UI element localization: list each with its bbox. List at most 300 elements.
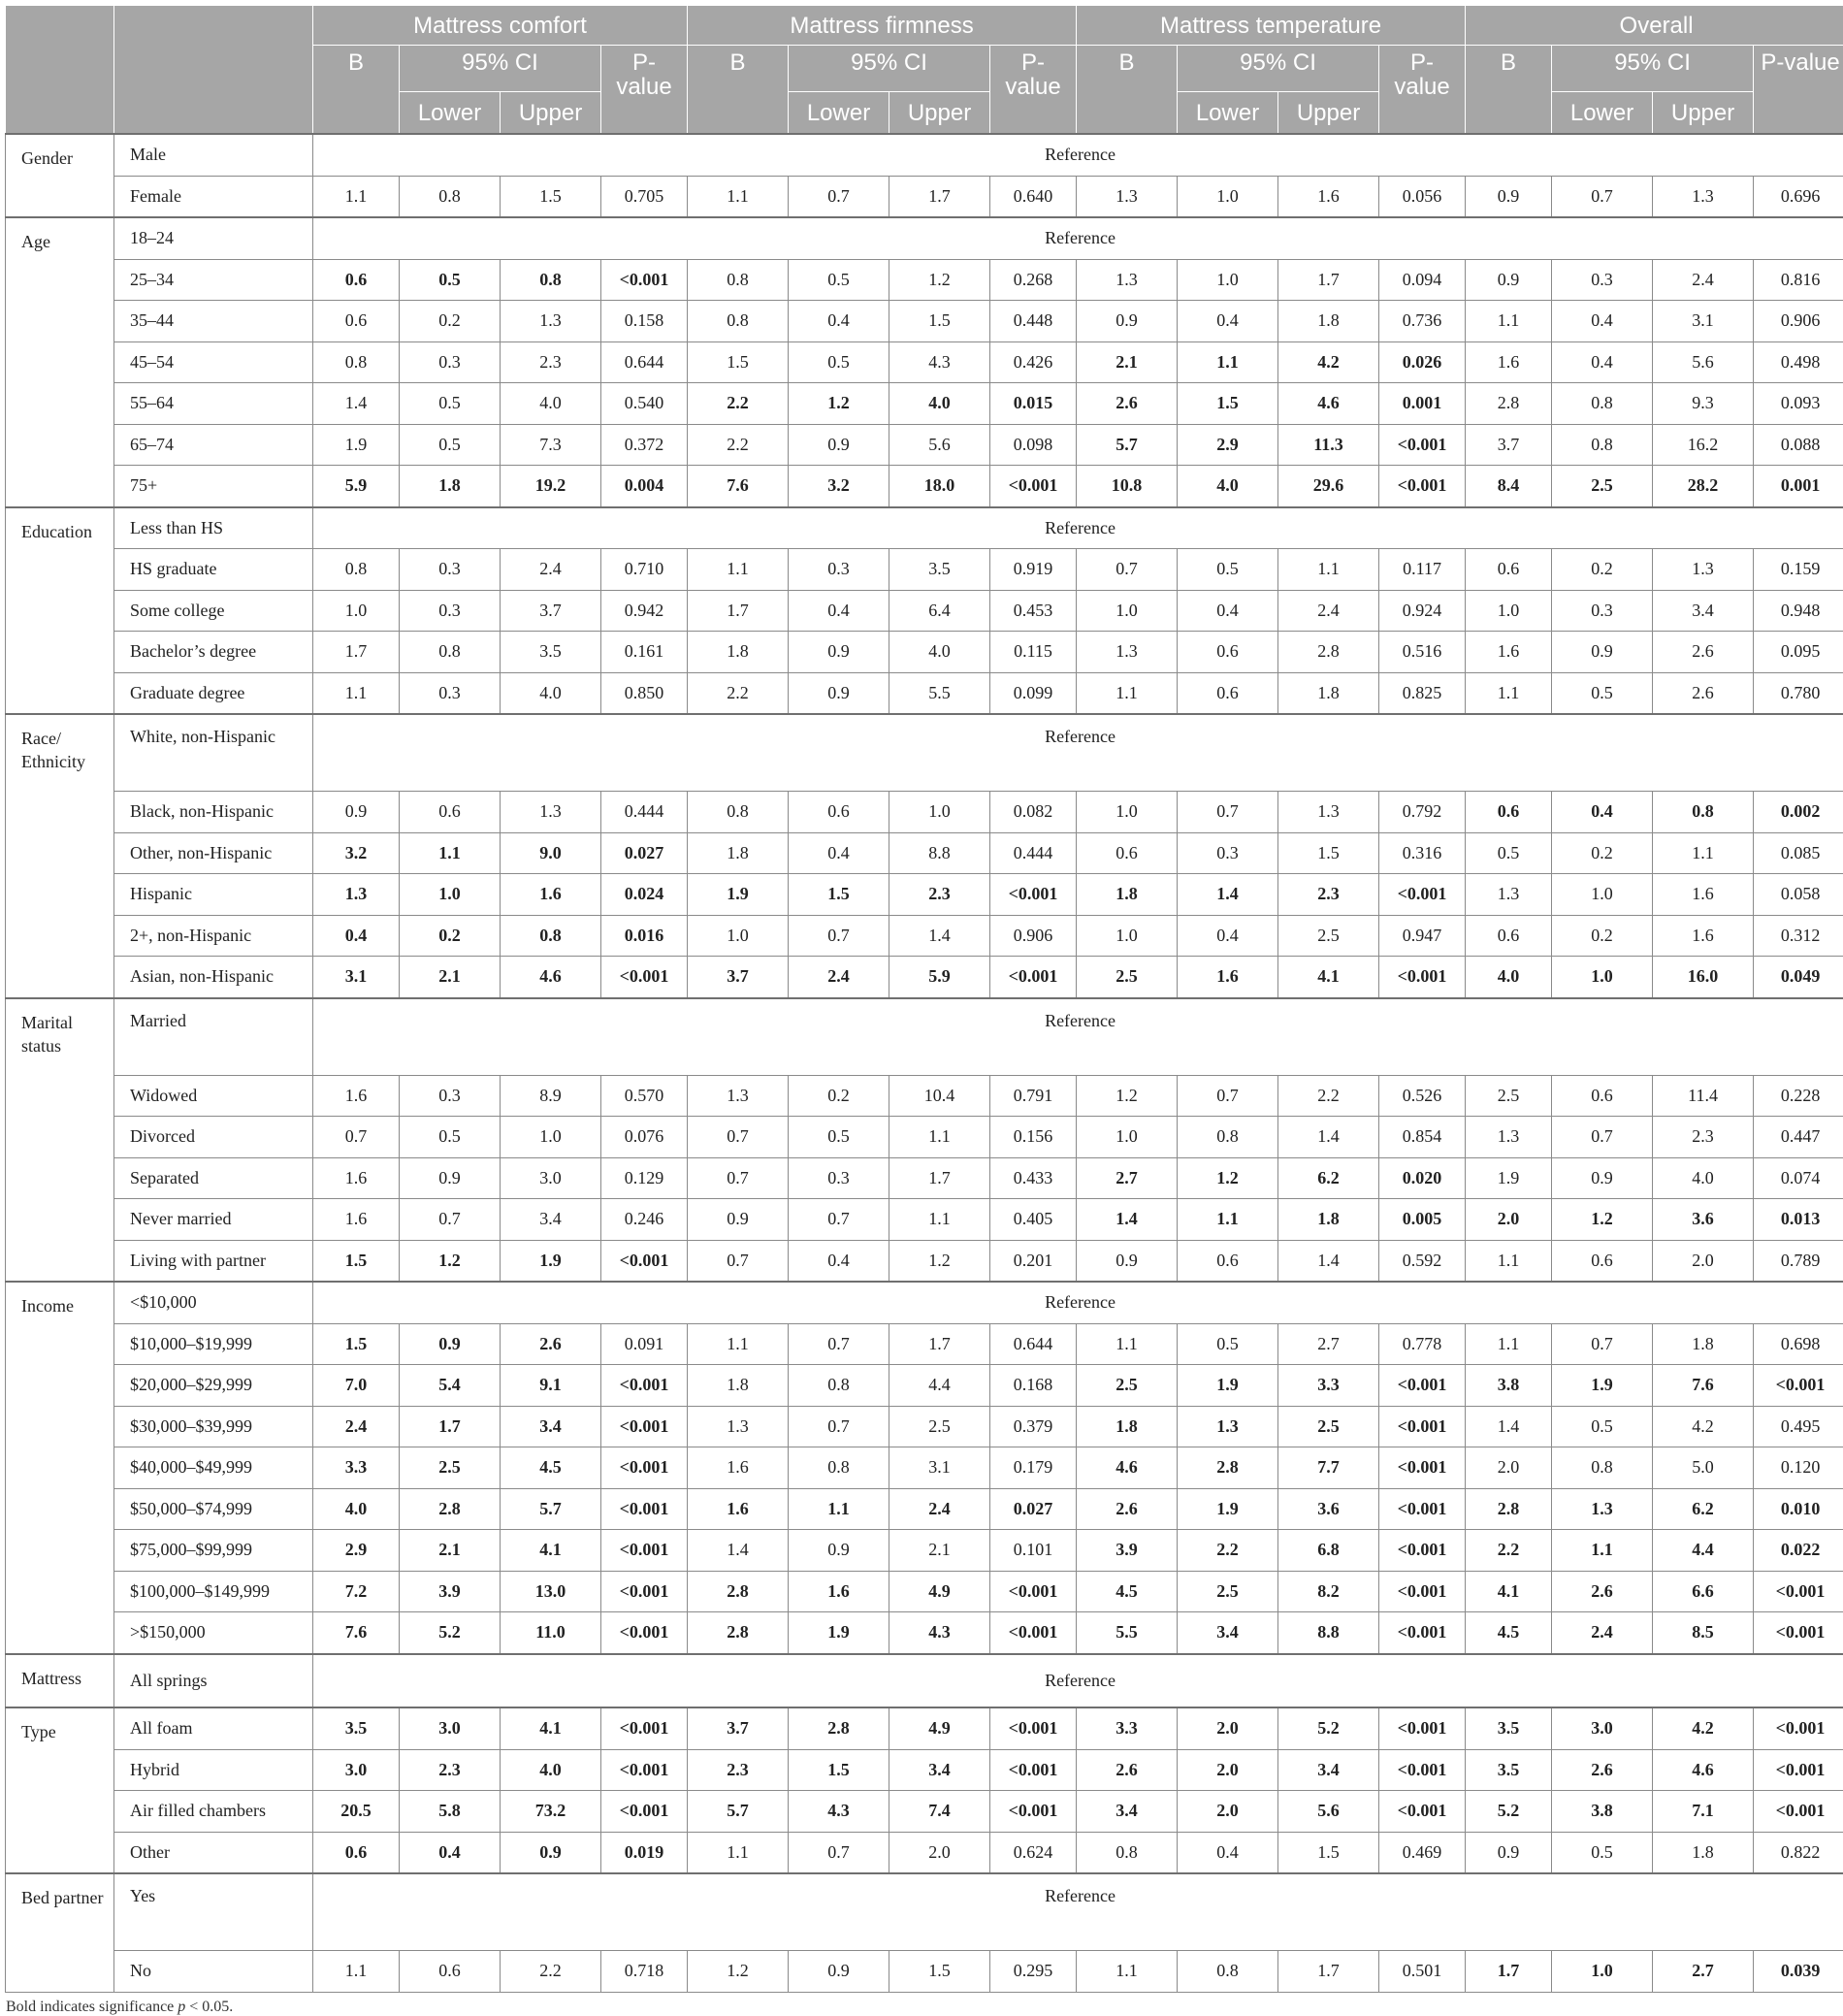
table-cell: 0.9 <box>1077 1240 1178 1282</box>
table-row <box>6 1530 1843 1572</box>
table-cell: 4.1 <box>501 1530 601 1572</box>
table-cell: 3.8 <box>1552 1791 1653 1833</box>
table-cell: 0.3 <box>400 341 501 383</box>
row-level-label: All foam <box>114 1707 313 1749</box>
table-cell: 2.9 <box>1178 424 1278 466</box>
header-group-temperature: Mattress temperature <box>1077 6 1466 46</box>
table-cell: 1.9 <box>789 1612 889 1654</box>
table-cell: 0.448 <box>990 301 1077 342</box>
table-cell: 1.1 <box>1077 672 1178 714</box>
table-cell: 0.9 <box>501 1832 601 1873</box>
table-cell: 1.7 <box>1278 1951 1379 1993</box>
row-level-label: Other <box>114 1832 313 1873</box>
row-level-label: Female <box>114 176 313 217</box>
table-cell: 1.9 <box>1552 1365 1653 1407</box>
table-cell: 4.5 <box>1077 1571 1178 1612</box>
table-cell: 13.0 <box>501 1571 601 1612</box>
table-cell: 7.2 <box>313 1571 400 1612</box>
table-cell: 1.6 <box>501 874 601 916</box>
table-cell: 0.8 <box>313 549 400 591</box>
table-cell: 0.501 <box>1379 1951 1466 1993</box>
table-cell: 3.2 <box>313 832 400 874</box>
table-cell: 2.6 <box>1552 1749 1653 1791</box>
table-cell: 0.099 <box>990 672 1077 714</box>
table-cell: <0.001 <box>601 259 688 301</box>
table-cell: 6.6 <box>1653 1571 1754 1612</box>
table-cell: 11.0 <box>501 1612 601 1654</box>
table-cell: <0.001 <box>601 1447 688 1489</box>
table-cell: 2.4 <box>889 1488 990 1530</box>
table-cell: 1.1 <box>1466 672 1552 714</box>
table-cell: 0.8 <box>688 259 789 301</box>
table-cell: 0.9 <box>789 1530 889 1572</box>
row-group-label: Age <box>6 217 114 507</box>
table-row <box>6 383 1843 425</box>
table-cell: 0.316 <box>1379 832 1466 874</box>
row-level-label: Male <box>114 134 313 176</box>
table-cell: 2.4 <box>789 957 889 998</box>
table-row <box>6 1323 1843 1365</box>
table-cell: 4.0 <box>501 672 601 714</box>
table-row <box>6 1951 1843 1993</box>
table-cell: 8.4 <box>1466 466 1552 507</box>
table-row <box>6 217 1843 259</box>
table-cell: 1.8 <box>1278 301 1379 342</box>
table-cell: 0.158 <box>601 301 688 342</box>
row-level-label: $50,000–$74,999 <box>114 1488 313 1530</box>
table-cell: 1.0 <box>501 1117 601 1158</box>
table-cell: <0.001 <box>990 957 1077 998</box>
table-cell: 0.822 <box>1754 1832 1843 1873</box>
table-cell: 0.3 <box>1552 259 1653 301</box>
table-cell: 3.9 <box>1077 1530 1178 1572</box>
table-cell: 3.0 <box>1552 1707 1653 1749</box>
table-cell: 4.0 <box>1653 1157 1754 1199</box>
table-cell: 4.0 <box>501 1749 601 1791</box>
table-cell: 0.3 <box>400 590 501 632</box>
table-cell: <0.001 <box>1754 1791 1843 1833</box>
table-cell: 1.3 <box>501 301 601 342</box>
header-group-overall: Overall <box>1466 6 1843 46</box>
table-cell: 1.7 <box>313 632 400 673</box>
row-level-label: Graduate degree <box>114 672 313 714</box>
table-cell: 1.5 <box>889 1951 990 1993</box>
table-cell: 1.5 <box>1178 383 1278 425</box>
table-cell: <0.001 <box>1379 874 1466 916</box>
table-cell: <0.001 <box>1379 1406 1466 1447</box>
row-level-label: 75+ <box>114 466 313 507</box>
table-cell: 0.624 <box>990 1832 1077 1873</box>
table-cell: 1.4 <box>1278 1240 1379 1282</box>
table-cell: 0.082 <box>990 792 1077 833</box>
table-cell: 3.4 <box>1653 590 1754 632</box>
table-cell: 0.268 <box>990 259 1077 301</box>
table-cell: 0.013 <box>1754 1199 1843 1241</box>
table-cell: <0.001 <box>1379 424 1466 466</box>
table-cell: 0.161 <box>601 632 688 673</box>
table-cell: 2.6 <box>1077 1488 1178 1530</box>
table-cell: <0.001 <box>1754 1707 1843 1749</box>
table-cell: 4.5 <box>501 1447 601 1489</box>
table-cell: <0.001 <box>990 466 1077 507</box>
table-cell: 2.8 <box>688 1612 789 1654</box>
row-level-label: $30,000–$39,999 <box>114 1406 313 1447</box>
row-level-label: 65–74 <box>114 424 313 466</box>
table-cell: 0.228 <box>1754 1075 1843 1117</box>
table-cell: 0.850 <box>601 672 688 714</box>
table-cell: <0.001 <box>1754 1571 1843 1612</box>
table-cell: 0.6 <box>313 301 400 342</box>
table-cell: 0.6 <box>400 1951 501 1993</box>
table-cell: 18.0 <box>889 466 990 507</box>
reference-cell: Reference <box>313 507 1843 549</box>
row-level-label: Separated <box>114 1157 313 1199</box>
table-cell: 0.020 <box>1379 1157 1466 1199</box>
table-cell: <0.001 <box>1379 1571 1466 1612</box>
table-cell: 0.9 <box>789 424 889 466</box>
table-cell: 1.1 <box>889 1199 990 1241</box>
table-cell: 5.5 <box>1077 1612 1178 1654</box>
table-cell: <0.001 <box>990 1707 1077 1749</box>
header-ci: 95% CI <box>1178 46 1379 92</box>
table-cell: 1.7 <box>889 1157 990 1199</box>
table-cell: 0.3 <box>1552 590 1653 632</box>
table-cell: 0.201 <box>990 1240 1077 1282</box>
table-cell: 0.6 <box>1552 1240 1653 1282</box>
table-cell: 4.4 <box>889 1365 990 1407</box>
table-cell: 0.3 <box>789 549 889 591</box>
table-cell: 0.4 <box>1552 792 1653 833</box>
row-level-label: Some college <box>114 590 313 632</box>
table-cell: 3.7 <box>1466 424 1552 466</box>
table-cell: 0.7 <box>789 915 889 957</box>
table-cell: 0.9 <box>400 1157 501 1199</box>
table-cell: 6.8 <box>1278 1530 1379 1572</box>
table-cell: 1.8 <box>1278 1199 1379 1241</box>
row-level-label: Bachelor’s degree <box>114 632 313 673</box>
table-cell: 1.4 <box>313 383 400 425</box>
table-cell: 0.3 <box>789 1157 889 1199</box>
table-cell: 1.3 <box>1077 259 1178 301</box>
table-cell: 1.5 <box>1278 832 1379 874</box>
row-level-label: 2+, non-Hispanic <box>114 915 313 957</box>
table-cell: 0.7 <box>1178 1075 1278 1117</box>
table-cell: 2.4 <box>313 1406 400 1447</box>
table-cell: 1.6 <box>313 1157 400 1199</box>
table-cell: 0.4 <box>313 915 400 957</box>
table-cell: 1.2 <box>688 1951 789 1993</box>
table-row <box>6 466 1843 507</box>
table-cell: 0.015 <box>990 383 1077 425</box>
table-cell: 4.2 <box>1278 341 1379 383</box>
table-cell: 5.2 <box>400 1612 501 1654</box>
header-b: B <box>688 46 789 135</box>
table-cell: 0.6 <box>1178 672 1278 714</box>
table-cell: 0.095 <box>1754 632 1843 673</box>
table-cell: 0.444 <box>601 792 688 833</box>
table-cell: 2.2 <box>688 383 789 425</box>
table-cell: 2.0 <box>1178 1791 1278 1833</box>
table-cell: 0.2 <box>789 1075 889 1117</box>
table-cell: 2.6 <box>1653 632 1754 673</box>
table-row <box>6 1571 1843 1612</box>
table-cell: 0.039 <box>1754 1951 1843 1993</box>
table-cell: 1.3 <box>1552 1488 1653 1530</box>
table-cell: 1.4 <box>1178 874 1278 916</box>
table-cell: 0.4 <box>1552 341 1653 383</box>
table-cell: 0.8 <box>789 1447 889 1489</box>
table-cell: 0.179 <box>990 1447 1077 1489</box>
table-cell: 0.644 <box>601 341 688 383</box>
table-cell: 1.8 <box>688 632 789 673</box>
table-cell: 0.526 <box>1379 1075 1466 1117</box>
header-blank-group <box>6 6 114 135</box>
table-cell: 1.0 <box>889 792 990 833</box>
table-cell: 0.9 <box>789 672 889 714</box>
table-cell: 1.5 <box>313 1240 400 1282</box>
table-cell: 0.115 <box>990 632 1077 673</box>
row-level-label: 35–44 <box>114 301 313 342</box>
table-cell: 2.0 <box>1653 1240 1754 1282</box>
row-group-label: Type <box>6 1707 114 1873</box>
table-cell: 2.1 <box>1077 341 1178 383</box>
table-cell: 0.002 <box>1754 792 1843 833</box>
table-cell: 0.312 <box>1754 915 1843 957</box>
table-cell: 0.7 <box>688 1157 789 1199</box>
table-cell: 1.1 <box>1466 301 1552 342</box>
regression-table <box>5 5 1843 1993</box>
row-group-label: Gender <box>6 134 114 217</box>
table-cell: 16.2 <box>1653 424 1754 466</box>
table-cell: 0.7 <box>1552 1323 1653 1365</box>
table-cell: 0.372 <box>601 424 688 466</box>
table-cell: 0.088 <box>1754 424 1843 466</box>
table-cell: 2.0 <box>1466 1447 1552 1489</box>
table-cell: 1.0 <box>313 590 400 632</box>
table-cell: 0.718 <box>601 1951 688 1993</box>
table-cell: 2.7 <box>1278 1323 1379 1365</box>
table-cell: 4.6 <box>1077 1447 1178 1489</box>
table-cell: 0.8 <box>400 632 501 673</box>
row-level-label: $10,000–$19,999 <box>114 1323 313 1365</box>
row-group-label: Mattress <box>6 1654 114 1708</box>
table-cell: 1.1 <box>789 1488 889 1530</box>
row-group-label: Marital status <box>6 998 114 1283</box>
table-cell: 0.8 <box>688 301 789 342</box>
table-cell: 1.2 <box>889 259 990 301</box>
table-cell: 1.3 <box>1077 176 1178 217</box>
table-cell: 5.7 <box>688 1791 789 1833</box>
table-cell: 0.8 <box>501 259 601 301</box>
table-cell: 1.2 <box>889 1240 990 1282</box>
table-cell: 0.027 <box>990 1488 1077 1530</box>
table-body <box>6 134 1843 1992</box>
row-level-label: Black, non-Hispanic <box>114 792 313 833</box>
table-cell: 4.9 <box>889 1571 990 1612</box>
row-level-label: $20,000–$29,999 <box>114 1365 313 1407</box>
footnote-p-symbol: p <box>178 1999 185 2015</box>
table-cell: 1.0 <box>1552 1951 1653 1993</box>
table-cell: 1.1 <box>1653 832 1754 874</box>
table-cell: <0.001 <box>1754 1612 1843 1654</box>
table-cell: 0.4 <box>1178 301 1278 342</box>
table-cell: 3.0 <box>313 1749 400 1791</box>
row-group-label: Income <box>6 1282 114 1654</box>
table-cell: 1.0 <box>1077 915 1178 957</box>
table-cell: 0.6 <box>1552 1075 1653 1117</box>
table-row <box>6 672 1843 714</box>
table-cell: 6.2 <box>1278 1157 1379 1199</box>
table-cell: 1.1 <box>1178 341 1278 383</box>
table-cell: <0.001 <box>1379 1447 1466 1489</box>
table-cell: 0.076 <box>601 1117 688 1158</box>
row-level-label: Air filled chambers <box>114 1791 313 1833</box>
table-cell: 0.2 <box>400 301 501 342</box>
reference-cell: Reference <box>313 1282 1843 1323</box>
table-cell: 3.7 <box>501 590 601 632</box>
table-cell: 1.6 <box>313 1199 400 1241</box>
table-cell: <0.001 <box>1754 1365 1843 1407</box>
table-header <box>6 6 1843 135</box>
table-cell: 5.2 <box>1466 1791 1552 1833</box>
table-cell: 0.5 <box>400 1117 501 1158</box>
row-level-label: Widowed <box>114 1075 313 1117</box>
row-level-label: <$10,000 <box>114 1282 313 1323</box>
table-cell: 3.5 <box>1466 1749 1552 1791</box>
table-row <box>6 134 1843 176</box>
table-cell: 0.091 <box>601 1323 688 1365</box>
table-row <box>6 1707 1843 1749</box>
table-cell: 3.3 <box>1077 1707 1178 1749</box>
table-cell: <0.001 <box>990 1612 1077 1654</box>
table-cell: 3.3 <box>313 1447 400 1489</box>
table-cell: 0.7 <box>1552 176 1653 217</box>
table-cell: 0.780 <box>1754 672 1843 714</box>
table-cell: 3.4 <box>889 1749 990 1791</box>
table-cell: 0.117 <box>1379 549 1466 591</box>
table-row <box>6 1654 1843 1708</box>
table-row <box>6 301 1843 342</box>
table-cell: 0.8 <box>1653 792 1754 833</box>
table-cell: 0.8 <box>1552 424 1653 466</box>
table-cell: 1.0 <box>1178 259 1278 301</box>
table-cell: 0.6 <box>1178 1240 1278 1282</box>
table-cell: 0.5 <box>789 1117 889 1158</box>
table-cell: 0.9 <box>1552 632 1653 673</box>
table-cell: 6.2 <box>1653 1488 1754 1530</box>
table-cell: 0.001 <box>1379 383 1466 425</box>
table-cell: 0.6 <box>1178 632 1278 673</box>
table-row <box>6 1199 1843 1241</box>
table-cell: 4.3 <box>889 1612 990 1654</box>
table-cell: 0.6 <box>1466 549 1552 591</box>
table-cell: 2.5 <box>1278 1406 1379 1447</box>
table-row <box>6 1612 1843 1654</box>
table-row <box>6 1157 1843 1199</box>
table-cell: 0.444 <box>990 832 1077 874</box>
table-cell: 5.8 <box>400 1791 501 1833</box>
table-cell: 3.5 <box>1466 1707 1552 1749</box>
table-cell: 2.0 <box>1178 1749 1278 1791</box>
table-row <box>6 1488 1843 1530</box>
table-cell: 2.6 <box>1552 1571 1653 1612</box>
header-p-value: P-value <box>990 46 1077 135</box>
table-cell: 0.7 <box>688 1117 789 1158</box>
table-cell: 0.5 <box>1552 1406 1653 1447</box>
table-cell: 0.168 <box>990 1365 1077 1407</box>
table-cell: 0.9 <box>313 792 400 833</box>
table-cell: 2.2 <box>1278 1075 1379 1117</box>
table-cell: 1.8 <box>400 466 501 507</box>
table-cell: <0.001 <box>990 874 1077 916</box>
table-cell: 1.1 <box>313 672 400 714</box>
table-cell: 1.1 <box>688 1323 789 1365</box>
table-cell: 0.022 <box>1754 1530 1843 1572</box>
table-cell: 0.7 <box>400 1199 501 1241</box>
table-cell: 1.6 <box>1653 915 1754 957</box>
table-cell: 1.6 <box>789 1571 889 1612</box>
table-cell: <0.001 <box>990 1791 1077 1833</box>
table-cell: 0.710 <box>601 549 688 591</box>
table-cell: 3.4 <box>501 1199 601 1241</box>
table-cell: <0.001 <box>601 1530 688 1572</box>
table-cell: 0.7 <box>688 1240 789 1282</box>
table-cell: 1.0 <box>1077 792 1178 833</box>
table-cell: 4.1 <box>1278 957 1379 998</box>
table-cell: 2.3 <box>688 1749 789 1791</box>
table-cell: <0.001 <box>601 1365 688 1407</box>
reference-cell: Reference <box>313 134 1843 176</box>
table-cell: 10.8 <box>1077 466 1178 507</box>
table-footnote <box>5 1999 1839 2016</box>
table-cell: 0.3 <box>400 549 501 591</box>
table-cell: 2.8 <box>1466 1488 1552 1530</box>
row-level-label: Divorced <box>114 1117 313 1158</box>
table-cell: 1.0 <box>1552 957 1653 998</box>
table-cell: 5.6 <box>889 424 990 466</box>
table-cell: 0.246 <box>601 1199 688 1241</box>
table-cell: 5.6 <box>1653 341 1754 383</box>
header-blank-level <box>114 6 313 135</box>
table-cell: 1.8 <box>1653 1832 1754 1873</box>
table-cell: 11.3 <box>1278 424 1379 466</box>
header-upper: Upper <box>1653 92 1754 135</box>
table-cell: 0.4 <box>789 832 889 874</box>
table-cell: 3.8 <box>1466 1365 1552 1407</box>
reference-cell: Reference <box>313 998 1843 1076</box>
table-row <box>6 832 1843 874</box>
table-row <box>6 507 1843 549</box>
table-cell: 0.495 <box>1754 1406 1843 1447</box>
row-level-label: $75,000–$99,999 <box>114 1530 313 1572</box>
table-cell: 4.2 <box>1653 1707 1754 1749</box>
table-row <box>6 1365 1843 1407</box>
table-cell: 1.0 <box>400 874 501 916</box>
table-cell: 0.8 <box>789 1365 889 1407</box>
table-cell: 1.3 <box>1653 549 1754 591</box>
table-cell: 0.019 <box>601 1832 688 1873</box>
table-cell: 0.8 <box>1178 1951 1278 1993</box>
table-cell: 1.4 <box>688 1530 789 1572</box>
table-cell: 0.816 <box>1754 259 1843 301</box>
table-cell: <0.001 <box>601 1488 688 1530</box>
table-cell: 0.7 <box>313 1117 400 1158</box>
table-cell: 0.8 <box>1178 1117 1278 1158</box>
table-cell: 0.016 <box>601 915 688 957</box>
row-level-label: No <box>114 1951 313 1993</box>
table-cell: 0.540 <box>601 383 688 425</box>
table-cell: 2.0 <box>1178 1707 1278 1749</box>
